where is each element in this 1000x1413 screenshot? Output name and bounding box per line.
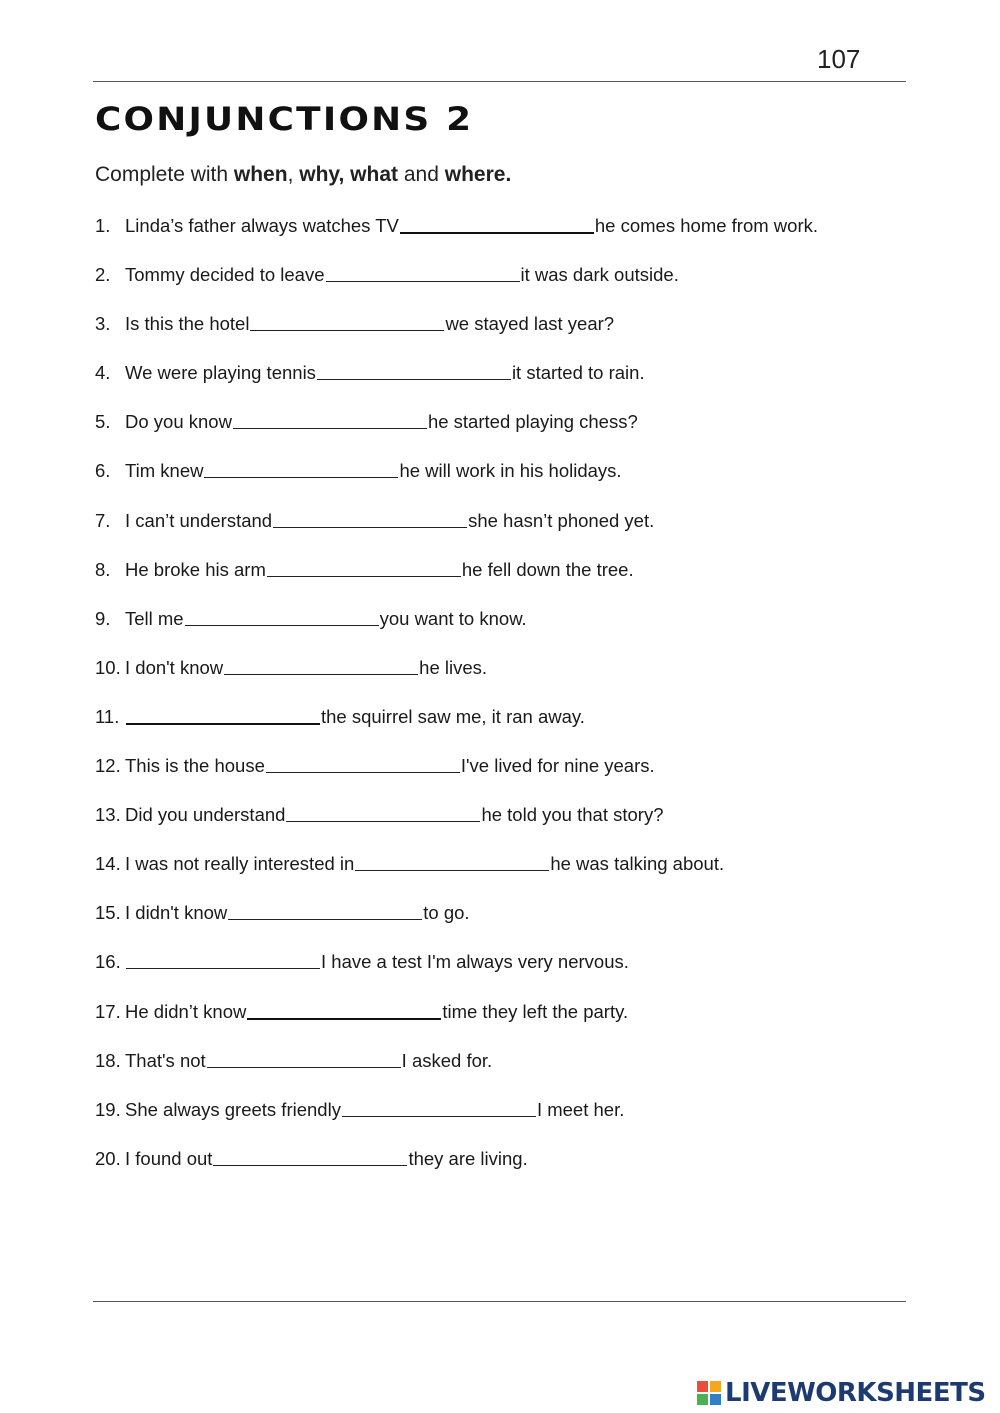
- answer-blank[interactable]: [317, 361, 511, 380]
- answer-blank[interactable]: [267, 558, 461, 577]
- logo-square: [710, 1381, 721, 1392]
- item-number: 3.: [95, 313, 111, 335]
- logo-text: LIVEWORKSHEETS: [725, 1378, 986, 1408]
- exercise-item: [95, 607, 915, 656]
- item-text-after: he told you that story?: [481, 804, 664, 826]
- item-text-before: I was not really interested in: [125, 853, 355, 875]
- answer-blank[interactable]: [126, 705, 320, 725]
- item-number: 12.: [95, 755, 121, 777]
- item-number: 17.: [95, 1000, 121, 1022]
- answer-blank[interactable]: [224, 656, 418, 675]
- item-text-after: I meet her.: [536, 1098, 625, 1120]
- exercise-item: [95, 263, 915, 312]
- logo-icon: [697, 1381, 721, 1405]
- item-text-before: Tommy decided to leave: [125, 264, 325, 286]
- exercise-item: [95, 1098, 915, 1147]
- item-number: 10.: [95, 656, 121, 678]
- item-text-before: Tell me: [125, 607, 184, 629]
- instructions-separator: and: [398, 163, 445, 186]
- answer-blank[interactable]: [273, 509, 467, 528]
- item-text-before: I don't know: [125, 656, 224, 678]
- item-number: 11.: [95, 705, 120, 727]
- answer-blank[interactable]: [266, 754, 460, 773]
- logo-square: [710, 1394, 721, 1405]
- answer-blank[interactable]: [400, 214, 594, 234]
- item-text-before: Tim knew: [125, 460, 204, 482]
- answer-blank[interactable]: [185, 607, 379, 626]
- answer-blank[interactable]: [326, 263, 520, 282]
- exercise-list: [95, 214, 915, 1196]
- exercise-item: [95, 950, 915, 999]
- item-number: 14.: [95, 853, 121, 875]
- exercise-item: [95, 361, 915, 410]
- item-text-after: he started playing chess?: [427, 411, 638, 433]
- instructions-word-when: when: [233, 163, 288, 186]
- exercise-item: [95, 558, 915, 607]
- item-number: 7.: [95, 509, 111, 531]
- exercise-item: [95, 656, 915, 705]
- item-number: 9.: [95, 607, 111, 629]
- item-text-before: I can’t understand: [125, 509, 273, 531]
- item-text-after: he was talking about.: [550, 853, 725, 875]
- item-text-before: I found out: [125, 1147, 213, 1169]
- item-text-before: Did you understand: [125, 804, 286, 826]
- answer-blank[interactable]: [233, 410, 427, 429]
- answer-blank[interactable]: [204, 459, 398, 478]
- item-text-after: he will work in his holidays.: [399, 460, 622, 482]
- item-text-after: she hasn’t phoned yet.: [468, 509, 655, 531]
- answer-blank[interactable]: [342, 1098, 536, 1117]
- exercise-item: [95, 509, 915, 558]
- exercise-item: [95, 705, 915, 754]
- item-text-after: he lives.: [419, 656, 488, 678]
- item-text-after: you want to know.: [379, 607, 527, 629]
- item-text-after: he fell down the tree.: [461, 558, 634, 580]
- item-text-before: Is this the hotel: [125, 313, 250, 335]
- liveworksheets-logo: [697, 1378, 986, 1408]
- footer-divider: [93, 1301, 906, 1302]
- item-number: 13.: [95, 804, 121, 826]
- item-text-after: the squirrel saw me, it ran away.: [321, 705, 585, 727]
- item-number: 15.: [95, 902, 121, 924]
- answer-blank[interactable]: [355, 852, 549, 871]
- item-text-before: That's not: [125, 1049, 206, 1071]
- item-number: 18.: [95, 1049, 121, 1071]
- item-number: 16.: [95, 951, 121, 973]
- item-number: 1.: [95, 215, 111, 236]
- page-number: 107: [817, 44, 861, 74]
- worksheet-title: CONJUNCTIONS 2: [95, 100, 474, 138]
- item-text-after: time they left the party.: [442, 1000, 629, 1022]
- exercise-item: [95, 312, 915, 361]
- header-divider: [93, 81, 906, 82]
- logo-square: [697, 1381, 708, 1392]
- item-text-after: to go.: [423, 902, 470, 924]
- item-number: 20.: [95, 1147, 121, 1169]
- exercise-item: [95, 852, 915, 901]
- item-text-before: Linda’s father always watches TV: [125, 215, 399, 236]
- exercise-item: [95, 1049, 915, 1098]
- item-text-after: I asked for.: [401, 1049, 493, 1071]
- item-text-after: they are living.: [408, 1147, 528, 1169]
- logo-square: [697, 1394, 708, 1405]
- instructions-prefix: Complete with: [95, 163, 234, 186]
- item-number: 4.: [95, 362, 111, 384]
- exercise-item: [95, 901, 915, 950]
- item-text-after: I've lived for nine years.: [460, 755, 655, 777]
- item-text-before: I didn't know: [125, 902, 228, 924]
- exercise-item: [95, 1000, 915, 1049]
- answer-blank[interactable]: [207, 1049, 401, 1068]
- item-text-before: He broke his arm: [125, 558, 266, 580]
- answer-blank[interactable]: [250, 312, 444, 331]
- item-text-after: it started to rain.: [511, 362, 645, 384]
- answer-blank[interactable]: [213, 1147, 407, 1166]
- exercise-item: [95, 754, 915, 803]
- instructions-word-why-what: why, what: [299, 163, 399, 186]
- item-text-before: Do you know: [125, 411, 232, 433]
- exercise-item: [95, 410, 915, 459]
- item-number: 2.: [95, 264, 111, 286]
- item-text-before: She always greets friendly: [125, 1098, 341, 1120]
- exercise-item: [95, 459, 915, 508]
- instructions-separator: ,: [287, 163, 300, 186]
- item-number: 5.: [95, 411, 111, 433]
- answer-blank[interactable]: [286, 803, 480, 822]
- item-number: 8.: [95, 558, 111, 580]
- item-text-before: This is the house: [125, 755, 265, 777]
- item-number: 6.: [95, 460, 111, 482]
- item-text-before: We were playing tennis: [125, 362, 316, 384]
- answer-blank[interactable]: [228, 901, 422, 920]
- item-number: 19.: [95, 1098, 121, 1120]
- item-text-after: we stayed last year?: [445, 313, 615, 335]
- item-text-after: he comes home from work.: [594, 215, 818, 236]
- answer-blank[interactable]: [126, 950, 320, 969]
- exercise-item: [95, 803, 915, 852]
- exercise-item: [95, 1147, 915, 1196]
- item-text-after: it was dark outside.: [520, 264, 679, 286]
- item-text-after: I have a test I'm always very nervous.: [321, 951, 629, 973]
- item-text-before: He didn’t know: [125, 1000, 247, 1022]
- instructions-word-where: where.: [444, 163, 512, 186]
- instructions: [95, 163, 511, 187]
- answer-blank[interactable]: [247, 1000, 441, 1020]
- exercise-item: [95, 214, 915, 263]
